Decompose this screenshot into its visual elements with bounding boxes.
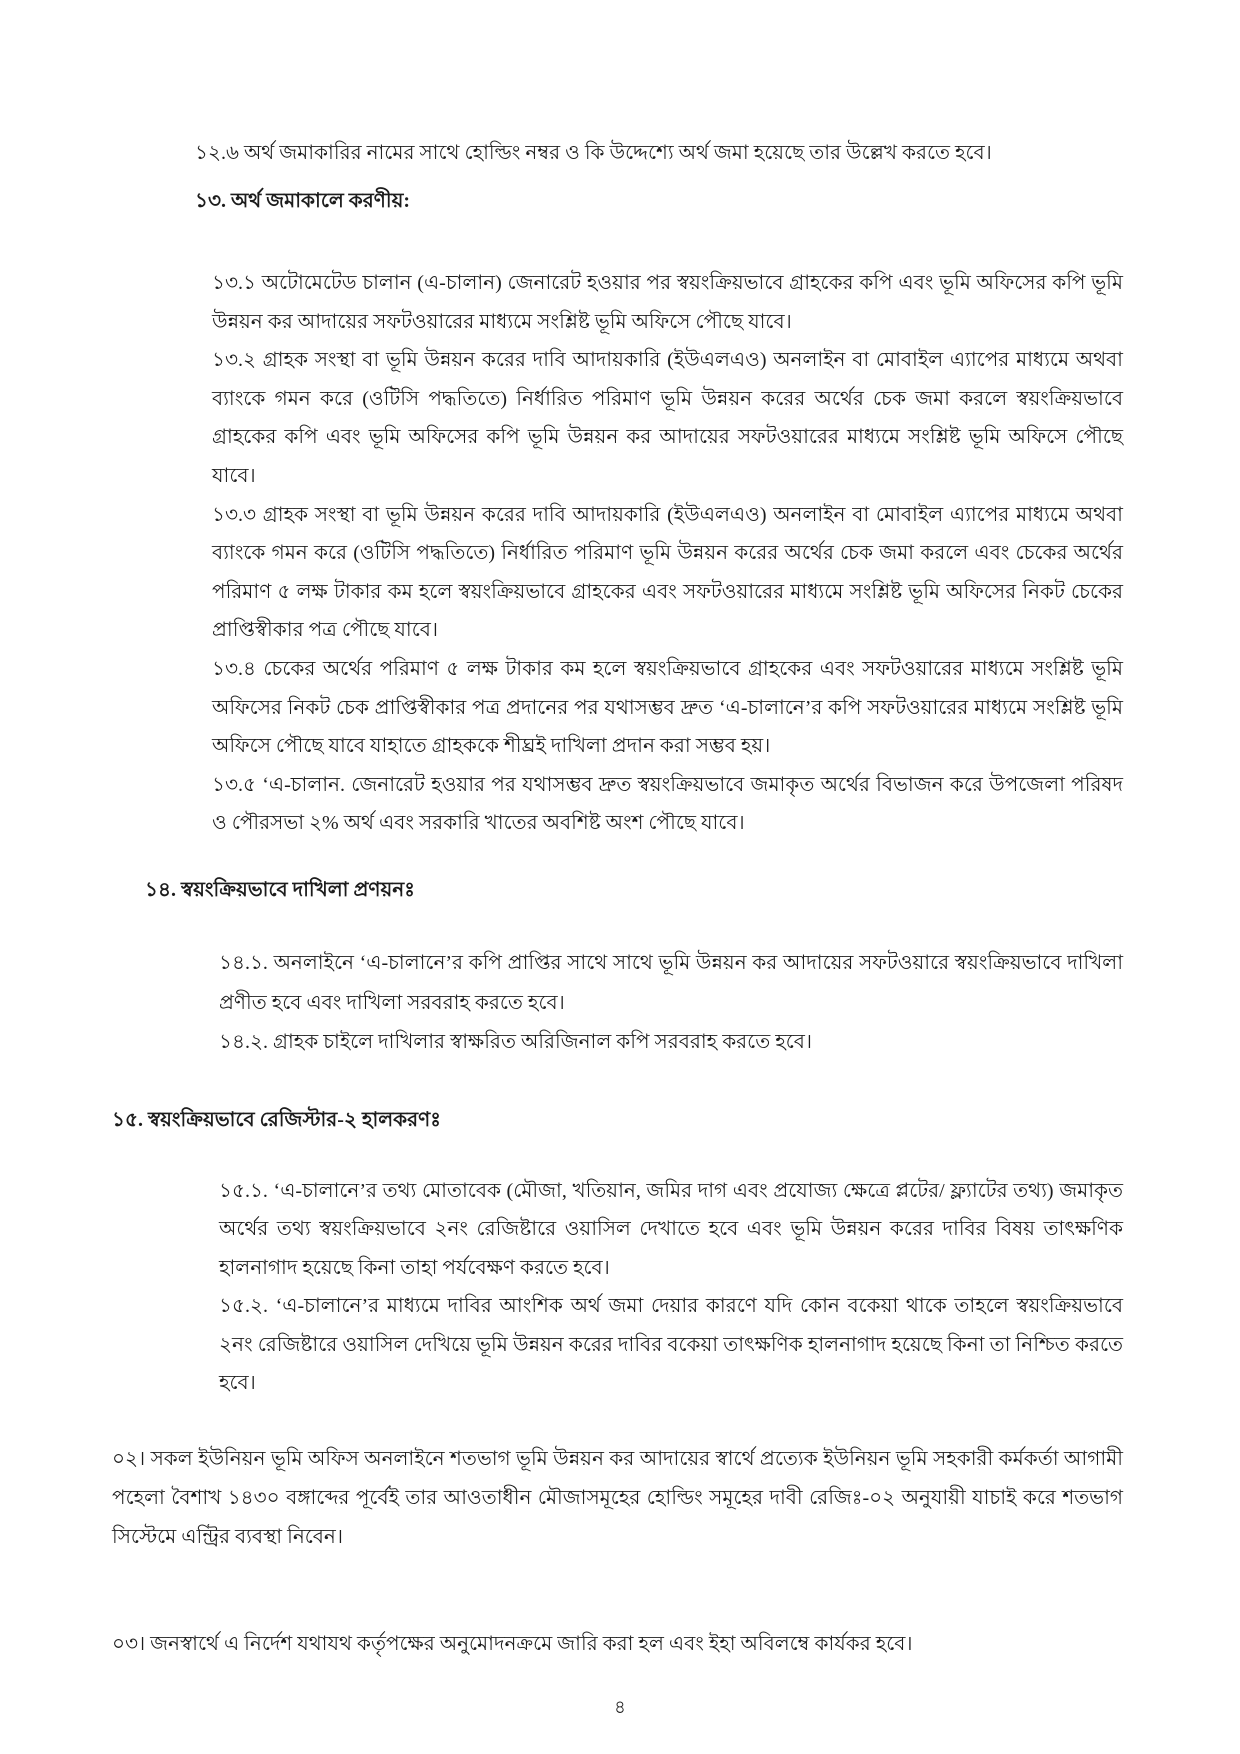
section-14-body [219, 944, 1123, 1063]
clause-15-1: ১৫.১. ‘এ-চালানে’র তথ্য মোতাবেক (মৌজা, খতিয়ান, জমির দাগ এবং প্রযোজ্য ক্ষেত্রে প্লটের/ ফ্ল্যাটের তথ্য) জমাকৃত অর্থের তথ্য স্বয়ংক্রিয়ভাবে ২নং রেজিষ্টারে ওয়াসিল দেখাতে হবে এবং ভূমি উন্নয়ন করের দাবির বিষয় তাৎক্ষণিক হালনাগাদ হয়েছে কিনা তাহা পর্যবেক্ষণ করতে হবে। [219, 1180, 1123, 1279]
clause-15-2: ১৫.২. ‘এ-চালানে’র মাধ্যমে দাবির আংশিক অর্থ জমা দেয়ার কারণে যদি কোন বকেয়া থাকে তাহলে স্বয়ংক্রিয়ভাবে ২নং রেজিষ্টারে ওয়াসিল দেখিয়ে ভূমি উন্নয়ন করের দাবির বকেয়া তাৎক্ষণিক হালনাগাদ হয়েছে কিনা তা নিশ্চিত করতে হবে। [219, 1295, 1123, 1395]
section-13-heading: ১৩. অর্থ জমাকালে করণীয়: [195, 190, 411, 212]
section-13-body [212, 264, 1123, 843]
clause-13-3: ১৩.৩ গ্রাহক সংস্থা বা ভূমি উন্নয়ন করের দাবি আদায়কারি (ইউএলএও) অনলাইন বা মোবাইল এ্যাপের মাধ্যমে অথবা ব্যাংকে গমন করে (ওটিসি পদ্ধতিতে) নির্ধারিত পরিমাণ ভূমি উন্নয়ন করের অর্থের চেক জমা করলে এবং চেকের অর্থের পরিমাণ ৫ লক্ষ টাকার কম হলে স্বয়ংক্রিয়ভাবে গ্রাহকের এবং সফটওয়ারের মাধ্যমে সংশ্লিষ্ট ভূমি অফিসের নিকট চেকের প্রাপ্তিস্বীকার পত্র পৌছে যাবে। [212, 503, 1123, 642]
clause-13-4: ১৩.৪ চেকের অর্থের পরিমাণ ৫ লক্ষ টাকার কম হলে স্বয়ংক্রিয়ভাবে গ্রাহকের এবং সফটওয়ারের মাধ্যমে সংশ্লিষ্ট ভূমি অফিসের নিকট চেক প্রাপ্তিস্বীকার পত্র প্রদানের পর যথাসম্ভব দ্রুত ‘এ-চালানে’র কপি সফটওয়ারের মাধ্যমে সংশ্লিষ্ট ভূমি অফিসে পৌছে যাবে যাহাতে গ্রাহককে শীঘ্রই দাখিলা প্রদান করা সম্ভব হয়। [212, 657, 1123, 758]
section-15-body [219, 1172, 1123, 1402]
clause-13-5: ১৩.৫ ‘এ-চালান. জেনারেট হওয়ার পর যথাসম্ভব দ্রুত স্বয়ংক্রিয়ভাবে জমাকৃত অর্থের বিভাজন করে উপজেলা পরিষদ ও পৌরসভা ২% অর্থ এবং সরকারি খাতের অবশিষ্ট অংশ পৌছে যাবে। [212, 773, 1123, 835]
section-15-heading: ১৫. স্বয়ংক্রিয়ভাবে রেজিস্টার-২ হালকরণঃ [112, 1109, 441, 1131]
page-number: ৪ [614, 1697, 626, 1717]
clause-text: ১২.৬ অর্থ জমাকারির নামের সাথে হোল্ডিং নম্বর ও কি উদ্দেশ্যে অর্থ জমা হয়েছে তার উল্লেখ করতে হবে। [195, 142, 992, 164]
clause-14-1: ১৪.১. অনলাইনে ‘এ-চালানে’র কপি প্রাপ্তির সাথে সাথে ভূমি উন্নয়ন কর আদায়ের সফটওয়ারে স্বয়ংক্রিয়ভাবে দাখিলা প্রণীত হবে এবং দাখিলা সরবরাহ করতে হবে। [219, 952, 1123, 1014]
clause-14-2: ১৪.২. গ্রাহক চাইলে দাখিলার স্বাক্ষরিত অরিজিনাল কপি সরবরাহ করতে হবে। [219, 1031, 813, 1053]
paragraph-02 [112, 1440, 1123, 1557]
paragraph-02-text: ০২। সকল ইউনিয়ন ভূমি অফিস অনলাইনে শতভাগ ভূমি উন্নয়ন কর আদায়ের স্বার্থে প্রত্যেক ইউনিয়ন ভূমি সহকারী কর্মকর্তা আগামী পহেলা বৈশাখ ১৪৩০ বঙ্গাব্দের পূর্বেই তার আওতাধীন মৌজাসমূহের হোল্ডিং সমূহের দাবী রেজিঃ-০২ অনুযায়ী যাচাই করে শতভাগ সিস্টেমে এন্ট্রির ব্যবস্থা নিবেন। [112, 1448, 1123, 1548]
clause-13-2: ১৩.২ গ্রাহক সংস্থা বা ভূমি উন্নয়ন করের দাবি আদায়কারি (ইউএলএও) অনলাইন বা মোবাইল এ্যাপের মাধ্যমে অথবা ব্যাংকে গমন করে (ওটিসি পদ্ধতিতে) নির্ধারিত পরিমাণ ভূমি উন্নয়ন করের অর্থের চেক জমা করলে স্বয়ংক্রিয়ভাবে গ্রাহকের কপি এবং ভূমি অফিসের কপি ভূমি উন্নয়ন কর আদায়ের সফটওয়ারের মাধ্যমে সংশ্লিষ্ট ভূমি অফিসে পৌছে যাবে। [212, 349, 1123, 487]
section-14-heading: ১৪. স্বয়ংক্রিয়ভাবে দাখিলা প্রণয়নঃ [145, 879, 415, 901]
paragraph-03 [112, 1625, 1130, 1663]
paragraph-03-text: ০৩। জনস্বার্থে এ নির্দেশ যথাযথ কর্তৃপক্ষের অনুমোদনক্রমে জারি করা হল এবং ইহা অবিলম্বে কার্যকর হবে। [112, 1633, 913, 1655]
clause-12-6 [195, 134, 1130, 172]
clause-13-1: ১৩.১ অটোমেটেড চালান (এ-চালান) জেনারেট হওয়ার পর স্বয়ংক্রিয়ভাবে গ্রাহকের কপি এবং ভূমি অফিসের কপি ভূমি উন্নয়ন কর আদায়ের সফটওয়ারের মাধ্যমে সংশ্লিষ্ট ভূমি অফিসে পৌছে যাবে। [212, 272, 1123, 333]
